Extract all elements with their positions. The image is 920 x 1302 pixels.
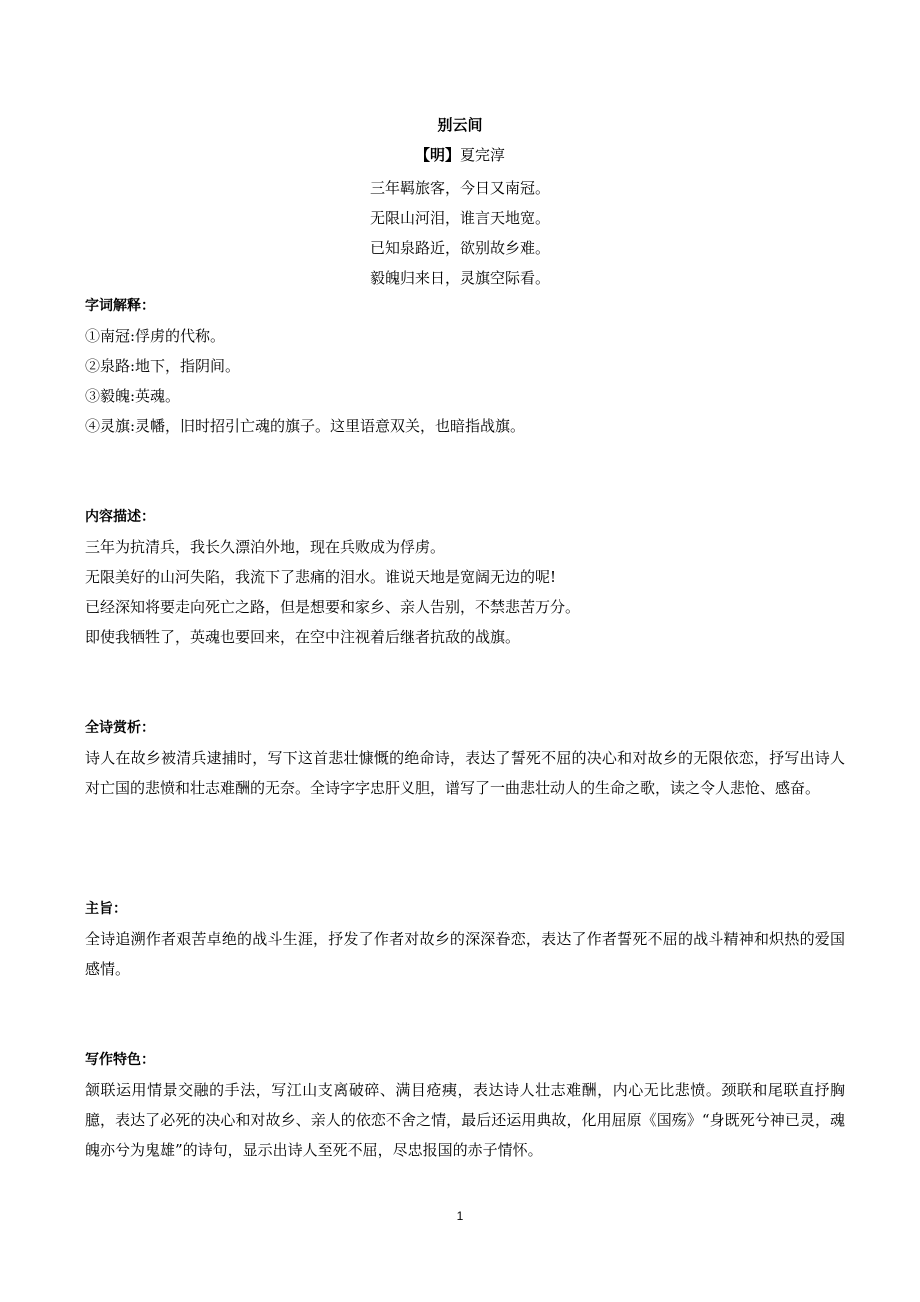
features-section: [85, 1045, 845, 1165]
glossary-item: ①南冠:俘虏的代称。: [85, 327, 226, 345]
glossary-item: ②泉路:地下，指阴间。: [85, 357, 241, 375]
poem-dynasty: 【明】: [414, 146, 460, 164]
poem-line: 已知泉路近，欲别故乡难。: [369, 239, 550, 257]
glossary-heading: 字词解释：: [85, 298, 155, 314]
features-text: 颔联运用情景交融的手法，写江山支离破碎、满目疮痍，表达诗人壮志难酬，内心无比悲愤。颈联和尾联直抒胸臆，表达了必死的决心和对故乡、亲人的依恋不舍之情，最后还运用典故，化用屈原《国殇》“身既死兮神已灵，魂魄亦兮为鬼雄”的诗句，显示出诗人至死不屈，尽忠报国的赤子情怀。: [85, 1081, 845, 1159]
page-number: 1: [456, 1209, 464, 1223]
glossary-item: ③毅魄:英魂。: [85, 387, 181, 405]
content-line: 三年为抗清兵，我长久漂泊外地，现在兵败成为俘虏。: [85, 538, 446, 556]
theme-text: 全诗追溯作者艰苦卓绝的战斗生涯，抒发了作者对故乡的深深眷恋，表达了作者誓死不屈的战斗精神和炽热的爱国感情。: [85, 930, 845, 978]
theme-section: [85, 894, 845, 984]
poem-line: 毅魄归来日，灵旗空际看。: [369, 269, 550, 287]
appreciation-section: [85, 713, 845, 803]
glossary-section: [85, 291, 845, 441]
poem-byline: [0, 144, 920, 166]
poem-line: 三年羁旅客，今日又南冠。: [369, 179, 550, 197]
content-line: 无限美好的山河失陷，我流下了悲痛的泪水。谁说天地是宽阔无边的呢!: [85, 568, 557, 586]
content-line: 已经深知将要走向死亡之路，但是想要和家乡、亲人告别，不禁悲苦万分。: [85, 598, 581, 616]
content-line: 即使我牺牲了，英魂也要回来，在空中注视着后继者抗敌的战旗。: [85, 628, 521, 646]
features-heading: 写作特色：: [85, 1052, 155, 1068]
poem-lines: [0, 173, 920, 293]
poem-author: 夏完淳: [460, 146, 506, 164]
content-section: [85, 502, 845, 652]
appreciation-text: 诗人在故乡被清兵逮捕时，写下这首悲壮慷慨的绝命诗，表达了誓死不屈的决心和对故乡的无限依恋，抒写出诗人对亡国的悲愤和壮志难酬的无奈。全诗字字忠肝义胆，谱写了一曲悲壮动人的生命之歌，读之令人悲怆、感奋。: [85, 749, 845, 797]
appreciation-heading: 全诗赏析：: [85, 720, 155, 736]
poem-title: 别云间: [437, 116, 483, 134]
glossary-item: ④灵旗:灵幡，旧时招引亡魂的旗子。这里语意双关，也暗指战旗。: [85, 417, 526, 435]
poem-line: 无限山河泪，谁言天地宽。: [369, 209, 550, 227]
theme-heading: 主旨：: [85, 901, 127, 917]
content-heading: 内容描述：: [85, 509, 155, 525]
